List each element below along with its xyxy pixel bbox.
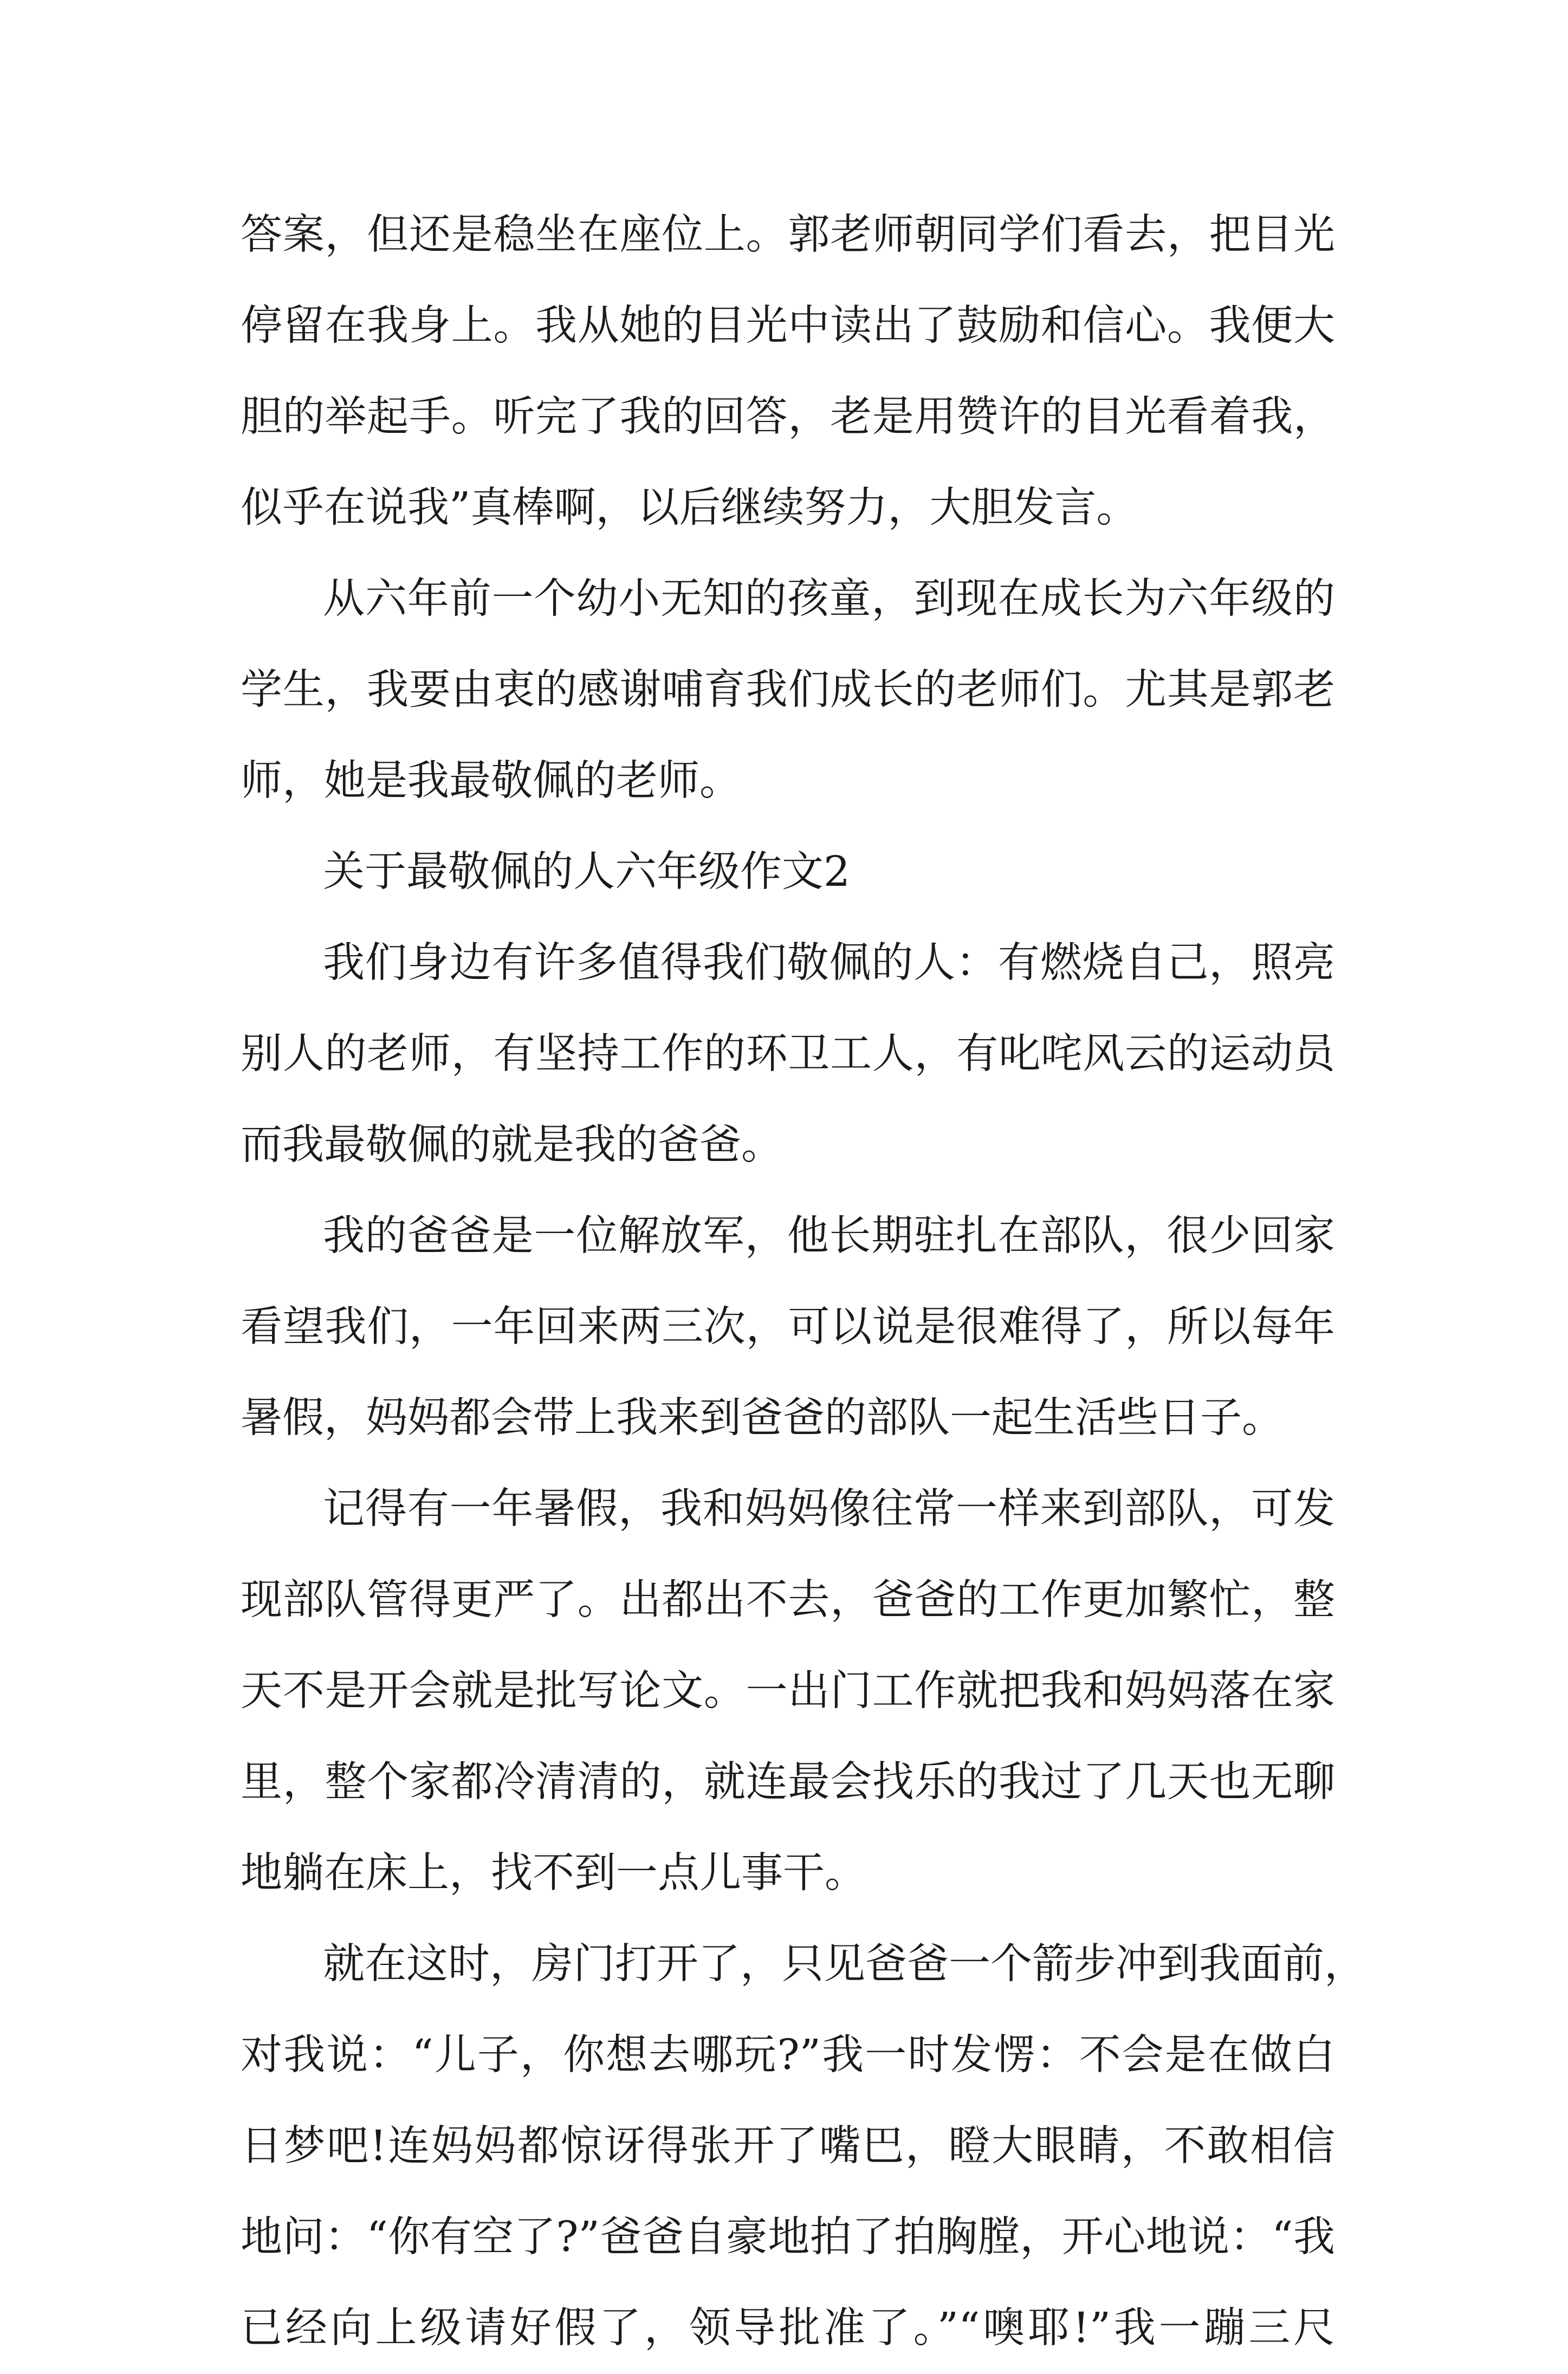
text-line: 学生，我要由衷的感谢哺育我们成长的老师们。尤其是郭老 (241, 666, 1335, 714)
text-line: 我的爸爸是一位解放军，他长期驻扎在部队，很少回家 (323, 1212, 1335, 1260)
text-line: 看望我们，一年回来两三次，可以说是很难得了，所以每年 (241, 1303, 1335, 1351)
text-line: 对我说：“儿子，你想去哪玩?”我一时发愣：不会是在做白 (241, 2031, 1335, 2079)
text-line: 别人的老师，有坚持工作的环卫工人，有叱咤风云的运动员 (241, 1030, 1335, 1078)
text-line: 现部队管得更严了。出都出不去，爸爸的工作更加繁忙，整 (241, 1576, 1335, 1624)
text-line: 暑假，妈妈都会带上我来到爸爸的部队一起生活些日子。 (241, 1394, 1284, 1442)
document-body (241, 190, 1366, 2374)
text-line: 就在这时，房门打开了，只见爸爸一个箭步冲到我面前， (323, 1940, 1366, 1988)
text-line: 似乎在说我”真棒啊，以后继续努力，大胆发言。 (241, 484, 1138, 532)
text-line: 胆的举起手。听完了我的回答，老是用赞许的目光看着我， (241, 393, 1335, 441)
text-line: 师，她是我最敬佩的老师。 (241, 757, 741, 805)
text-line: 从六年前一个幼小无知的孩童，到现在成长为六年级的 (323, 575, 1335, 623)
text-line: 天不是开会就是批写论文。一出门工作就把我和妈妈落在家 (241, 1667, 1335, 1715)
text-line: 地问：“你有空了?”爸爸自豪地拍了拍胸膛，开心地说：“我 (241, 2213, 1335, 2261)
text-line: 我们身边有许多值得我们敬佩的人：有燃烧自己，照亮 (323, 939, 1335, 987)
text-line: 地躺在床上，找不到一点儿事干。 (241, 1849, 866, 1897)
text-line: 而我最敬佩的就是我的爸爸。 (241, 1121, 783, 1169)
text-line: 里，整个家都冷清清的，就连最会找乐的我过了几天也无聊 (241, 1758, 1335, 1806)
text-line: 记得有一年暑假，我和妈妈像往常一样来到部队，可发 (323, 1485, 1335, 1533)
text-line: 答案，但还是稳坐在座位上。郭老师朝同学们看去，把目光 (241, 211, 1335, 259)
text-line: 关于最敬佩的人六年级作文2 (323, 848, 850, 896)
text-line: 日梦吧!连妈妈都惊讶得张开了嘴巴，瞪大眼睛，不敢相信 (241, 2122, 1335, 2170)
text-line: 已经向上级请好假了，领导批准了。”“噢耶!”我一蹦三尺 (241, 2304, 1335, 2352)
text-line: 停留在我身上。我从她的目光中读出了鼓励和信心。我便大 (241, 302, 1335, 350)
